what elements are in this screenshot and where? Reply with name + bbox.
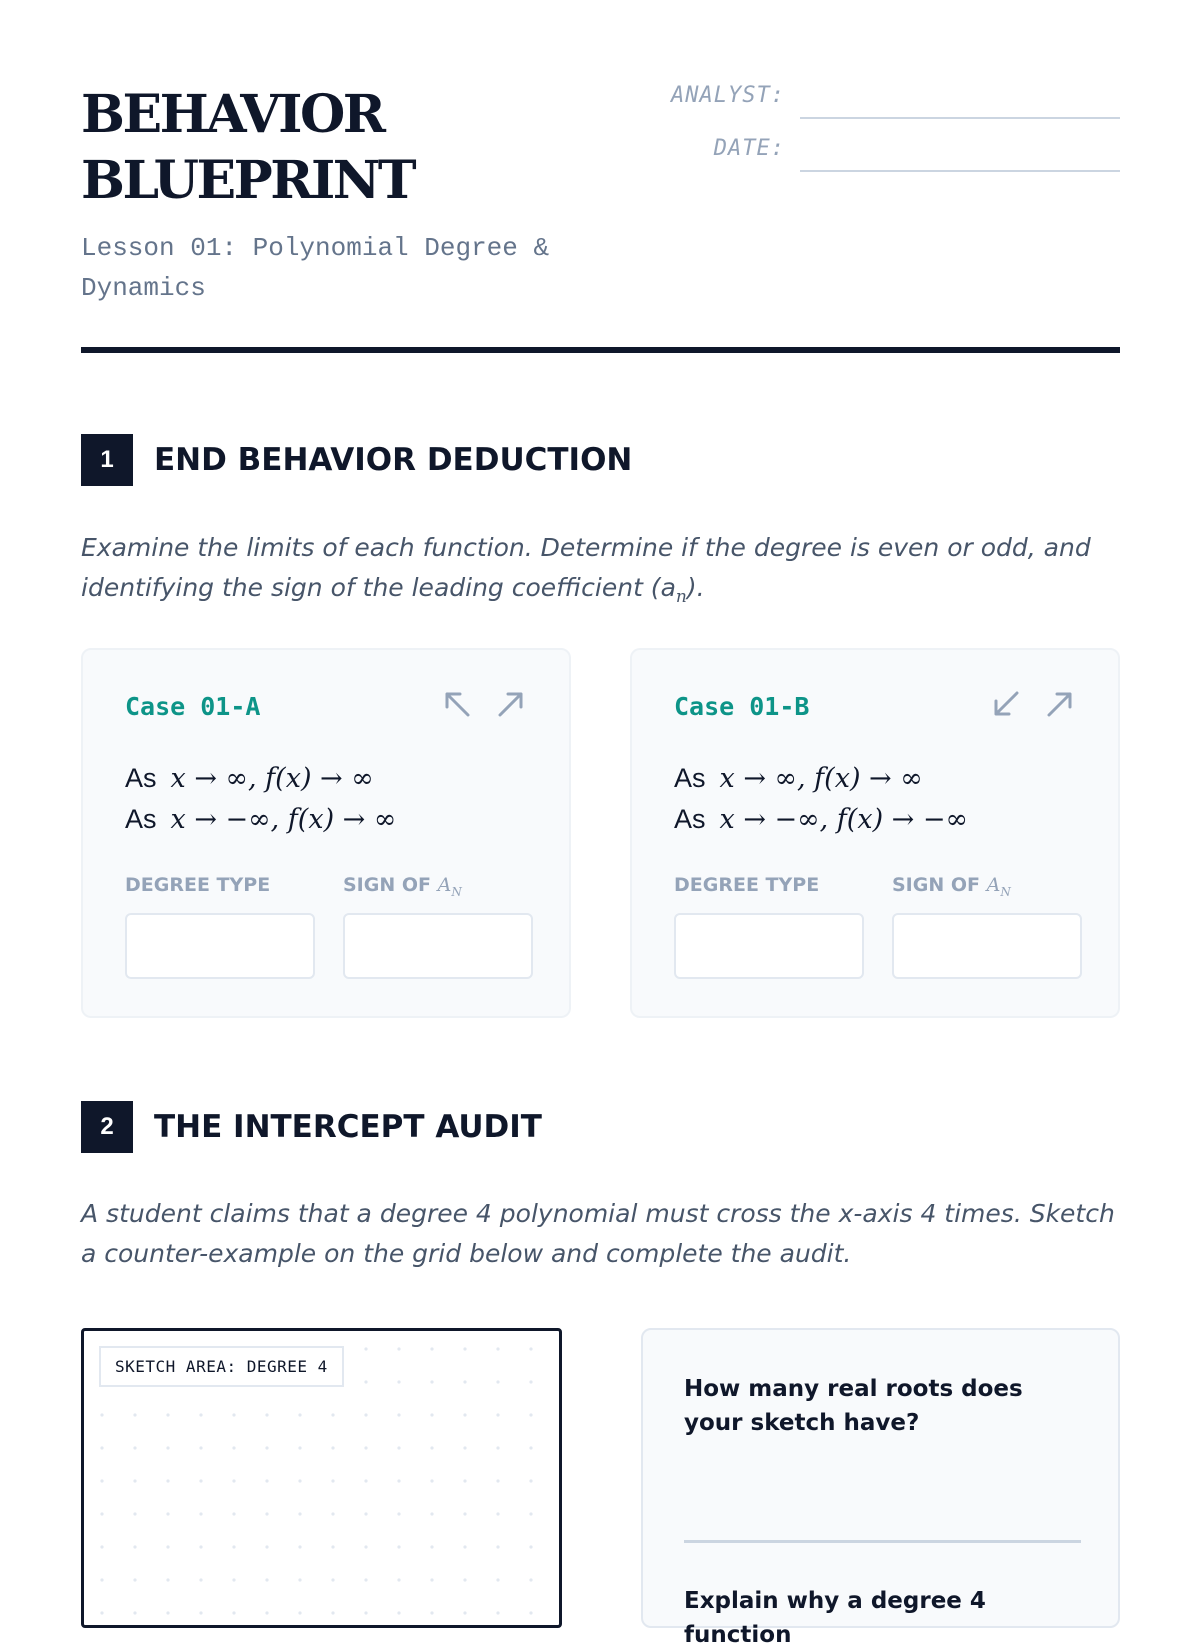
analyst-label: ANALYST: bbox=[671, 83, 785, 108]
as-word: As bbox=[674, 804, 706, 834]
sign-input-b[interactable] bbox=[892, 913, 1082, 979]
limit-expression: x → −∞, f(x) → −∞ bbox=[719, 804, 968, 835]
section-1-instructions bbox=[81, 528, 1120, 617]
as-word: As bbox=[674, 763, 706, 793]
analyst-input-line[interactable] bbox=[800, 117, 1120, 119]
analyst-field[interactable] bbox=[661, 81, 1120, 121]
degree-type-label-a: DEGREE TYPE bbox=[125, 874, 271, 896]
as-word: As bbox=[125, 763, 157, 793]
case-title-a: Case 01-A bbox=[125, 692, 261, 721]
sign-label-a bbox=[343, 874, 462, 899]
header-divider bbox=[81, 347, 1120, 353]
as-word: As bbox=[125, 804, 157, 834]
case-card-a bbox=[81, 648, 571, 1018]
lesson-subtitle: Lesson 01: Polynomial Degree & Dynamics bbox=[81, 233, 550, 303]
worksheet-page bbox=[81, 0, 1120, 1648]
page-title bbox=[81, 82, 641, 214]
section-1-instructions-text: Examine the limits of each function. Determine if the degree is even or odd, and identifying the sign of the leading coefficient (a bbox=[81, 533, 1091, 602]
limit-expression: x → −∞, f(x) → ∞ bbox=[170, 804, 397, 835]
section-1-instructions-end: ). bbox=[686, 573, 705, 602]
degree-type-input-b[interactable] bbox=[674, 913, 864, 979]
question-2: Explain why a degree 4 function bbox=[684, 1588, 986, 1648]
section-2-instructions: A student claims that a degree 4 polynomial must cross the x-axis 4 times. Sketch a counter-example on the grid below and complete the audit. bbox=[81, 1199, 1115, 1268]
arrow-up-right-icon bbox=[1044, 688, 1076, 720]
limit-positive-b bbox=[674, 758, 968, 799]
title-line-1: BEHAVIOR bbox=[81, 84, 384, 145]
arrow-up-right-icon bbox=[495, 688, 527, 720]
sign-symbol-letter: A bbox=[437, 874, 452, 896]
coefficient-subscript: n bbox=[675, 587, 687, 607]
audit-questions-panel bbox=[641, 1328, 1120, 1648]
sign-symbol bbox=[986, 874, 1011, 899]
date-field[interactable] bbox=[661, 134, 1120, 174]
sketch-area[interactable] bbox=[81, 1328, 562, 1628]
end-behavior-arrows-b bbox=[990, 688, 1076, 720]
limit-negative-b bbox=[674, 799, 968, 840]
section-2-number: 2 bbox=[81, 1101, 133, 1153]
sign-symbol-subscript: N bbox=[451, 884, 462, 899]
limit-positive-a bbox=[125, 758, 396, 799]
limits-b bbox=[674, 758, 968, 840]
arrow-down-left-icon bbox=[990, 688, 1022, 720]
date-label: DATE: bbox=[713, 136, 785, 161]
case-title-b: Case 01-B bbox=[674, 692, 810, 721]
degree-type-label-b: DEGREE TYPE bbox=[674, 874, 820, 896]
sign-label-b bbox=[892, 874, 1011, 899]
degree-type-input-a[interactable] bbox=[125, 913, 315, 979]
limit-expression: x → ∞, f(x) → ∞ bbox=[719, 763, 923, 794]
limit-negative-a bbox=[125, 799, 396, 840]
date-input-line[interactable] bbox=[800, 170, 1120, 172]
section-2-title: THE INTERCEPT AUDIT bbox=[154, 1109, 542, 1145]
sign-symbol-subscript: N bbox=[1000, 884, 1011, 899]
section-1-number: 1 bbox=[81, 434, 133, 486]
answer-line-1[interactable] bbox=[684, 1540, 1081, 1543]
sign-label-text: SIGN OF bbox=[343, 874, 438, 896]
sign-symbol-letter: A bbox=[986, 874, 1001, 896]
limits-a bbox=[125, 758, 396, 840]
section-1-title: END BEHAVIOR DEDUCTION bbox=[154, 442, 633, 478]
question-1: How many real roots does your sketch have? bbox=[684, 1376, 1023, 1436]
sign-input-a[interactable] bbox=[343, 913, 533, 979]
sketch-area-label: SKETCH AREA: DEGREE 4 bbox=[99, 1346, 344, 1387]
title-line-2: BLUEPRINT bbox=[81, 150, 415, 211]
limit-expression: x → ∞, f(x) → ∞ bbox=[170, 763, 374, 794]
sign-label-text: SIGN OF bbox=[892, 874, 987, 896]
arrow-up-left-icon bbox=[441, 688, 473, 720]
case-card-b bbox=[630, 648, 1120, 1018]
end-behavior-arrows-a bbox=[441, 688, 527, 720]
sign-symbol bbox=[437, 874, 462, 899]
